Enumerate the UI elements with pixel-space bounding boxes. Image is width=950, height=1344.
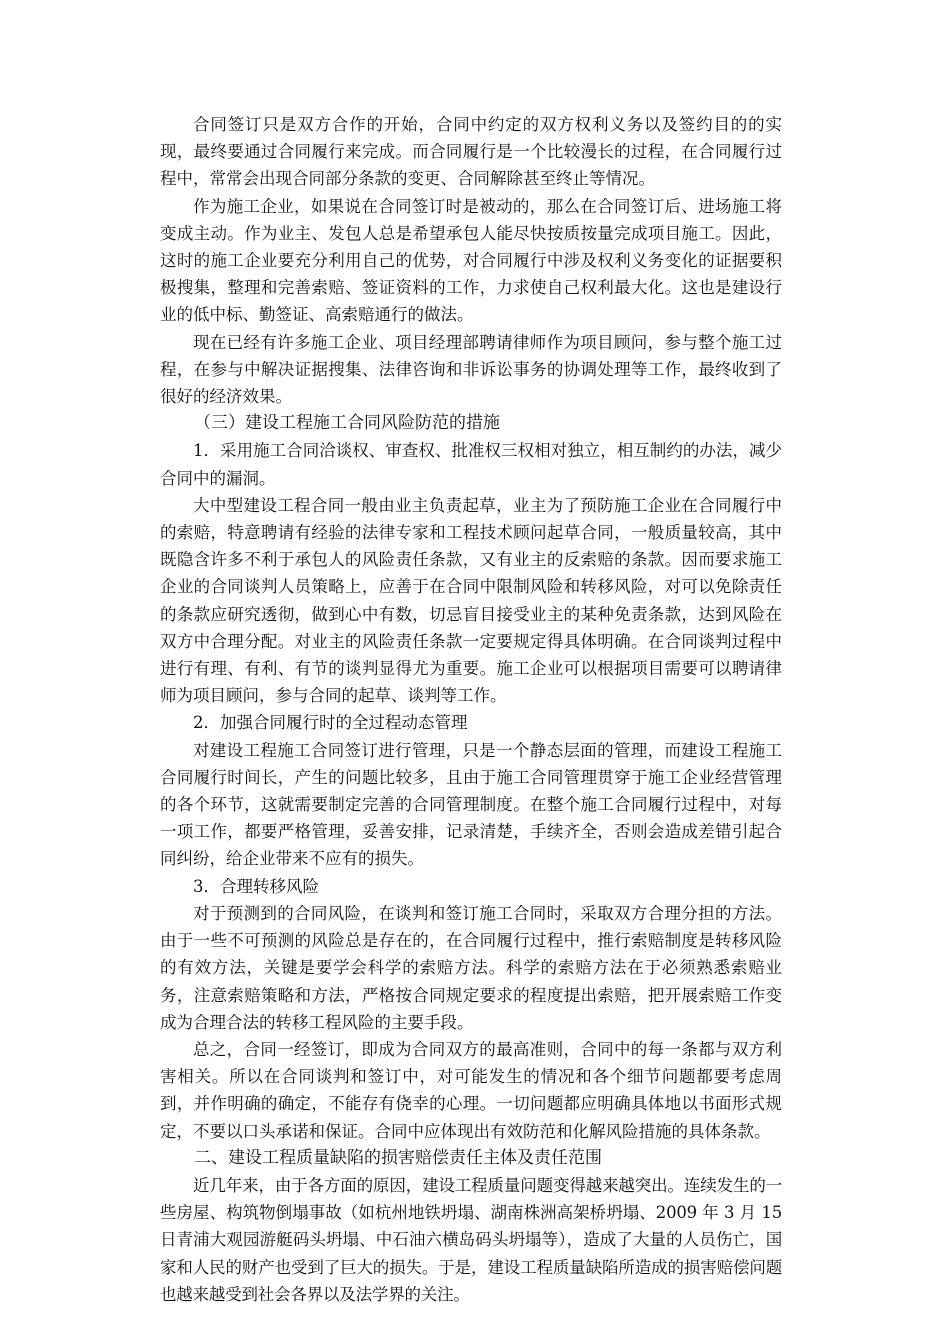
- section-heading-risk-measures: （三）建设工程施工合同风险防范的措施: [194, 413, 500, 434]
- paragraph-conclusion: 总之，合同一经签订，即成为合同双方的最高准则，合同中的每一条都与双方利害相关。所以在合同谈判和签订中，对可能发生的情况和各个细节问题都要考虑周到，并作明确的确定，不能存有侥幸的心理。一切问题都应明确具体地以书面形式规定，不要以口头承诺和保证。合同中应体现出有效防范和化解风险措施的具体条款。: [160, 1039, 782, 1141]
- paragraph-construction-enterprise: 作为施工企业，如果说在合同签订时是被动的，那么在合同签订后、进场施工将变成主动。作为业主、发包人总是希望承包人能尽快按质按量完成项目施工。因此，这时的施工企业要充分利用自己的优势，对合同履行中涉及权利义务变化的证据要积极搜集，整理和完善索赔、签证资料的工作，力求使自己权利最大化。这也是建设行业的低中标、勤签证、高索赔通行的做法。: [160, 196, 782, 325]
- paragraph-risk-transfer: 对于预测到的合同风险，在谈判和签订施工合同时，采取双方合理分担的方法。由于一些不可预测的风险总是存在的，在合同履行过程中，推行索赔制度是转移风险的有效方法，关键是要学会科学的索赔方法。科学的索赔方法在于必须熟悉索赔业务，注意索赔策略和方法，严格按合同规定要求的程度提出索赔，把开展索赔工作变成为合理合法的转移工程风险的主要手段。: [160, 903, 782, 1032]
- paragraph-contract-drafting: 大中型建设工程合同一般由业主负责起草，业主为了预防施工企业在合同履行中的索赔，特意聘请有经验的法律专家和工程技术顾问起草合同，一般质量较高，其中既隐含许多不利于承包人的风险责任条款，又有业主的反索赔的条款。因而要求施工企业的合同谈判人员策略上，应善于在合同中限制风险和转移风险，对可以免除责任的条款应研究透彻，做到心中有数，切忌盲目接受业主的某种免责条款，达到风险在双方中合理分配。对业主的风险责任条款一定要规定得具体明确。在合同谈判过程中进行有理、有利、有节的谈判显得尤为重要。施工企业可以根据项目需要可以聘请律师为项目顾问，参与合同的起草、谈判等工作。: [160, 495, 782, 706]
- list-item-3-heading: 3．合理转移风险: [193, 876, 319, 896]
- list-item-1-heading: 1．采用施工合同洽谈权、审查权、批准权三权相对独立，相互制约的办法，减少合同中的漏洞。: [160, 441, 782, 488]
- paragraph-dynamic-management: 对建设工程施工合同签订进行管理，只是一个静态层面的管理，而建设工程施工合同履行时间长，产生的问题比较多，且由于施工合同管理贯穿于施工企业经营管理的各个环节，这就需要制定完善的合同管理制度。在整个施工合同履行过程中，对每一项工作，都要严格管理，妥善安排，记录清楚，手续齐全，否则会造成差错引起合同纠纷，给企业带来不应有的损失。: [160, 740, 782, 869]
- paragraph-lawyer-consultant: 现在已经有许多施工企业、项目经理部聘请律师作为项目顾问，参与整个施工过程，在参与中解决证据搜集、法律咨询和非诉讼事务的协调处理等工作，最终收到了很好的经济效果。: [160, 332, 782, 407]
- document-page: [160, 111, 782, 1308]
- paragraph-contract-performance: 合同签订只是双方合作的开始，合同中约定的双方权利义务以及签约目的的实现，最终要通过合同履行来完成。而合同履行是一个比较漫长的过程，在合同履行过程中，常常会出现合同部分条款的变更、合同解除甚至终止等情况。: [160, 115, 782, 189]
- list-item-2-heading: 2．加强合同履行时的全过程动态管理: [193, 713, 468, 733]
- paragraph-recent-years: 近几年来，由于各方面的原因，建设工程质量问题变得越来越突出。连续发生的一些房屋、构筑物倒塌事故（如杭州地铁坍塌、湖南株洲高架桥坍塌、2009 年 3 月 15 日青浦大观园游艇码头坍塌、中石油六横岛码头坍塌等），造成了大量的人员伤亡，国家和人民的财产也受到了巨大的损失。于是，建设工程质量缺陷所造成的损害赔偿问题也越来越受到社会各界以及法学界的关注。: [160, 1175, 782, 1304]
- section-heading-quality-defects: 二、建设工程质量缺陷的损害赔偿责任主体及责任范围: [194, 1147, 602, 1168]
